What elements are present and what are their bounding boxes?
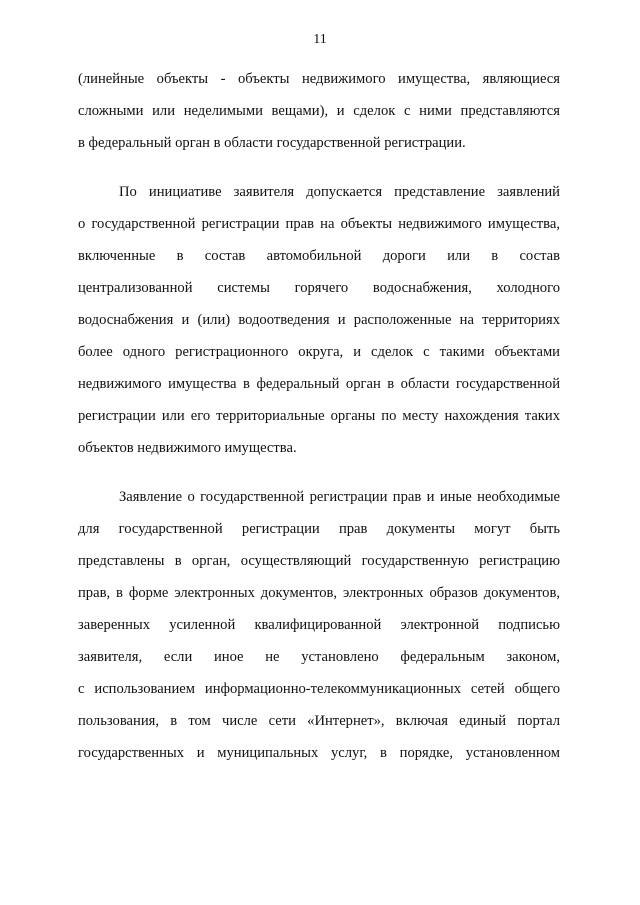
text-line: (линейные объекты - объекты недвижимого имущества, являющиеся — [78, 71, 560, 87]
text-line: для государственной регистрации прав документы могут быть — [78, 521, 560, 537]
text-line: сложными или неделимыми вещами), и сделок с ними представляются — [78, 103, 560, 119]
page-number: 11 — [313, 32, 327, 47]
text-line: более одного регистрационного округа, и сделок с такими объектами — [78, 344, 560, 360]
text-line: централизованной системы горячего водоснабжения, холодного — [78, 280, 560, 296]
paragraph-3 — [78, 481, 560, 769]
text-line: представлены в орган, осуществляющий государственную регистрацию — [78, 553, 560, 569]
text-line: пользования, в том числе сети «Интернет», включая единый портал — [78, 713, 560, 729]
paragraph-2 — [78, 176, 560, 464]
paragraph-1 — [78, 63, 560, 159]
text-line: водоснабжения и (или) водоотведения и расположенные на территориях — [78, 312, 560, 328]
text-line: прав, в форме электронных документов, электронных образов документов, — [78, 585, 560, 601]
text-line: заверенных усиленной квалифицированной электронной подписью — [78, 617, 560, 633]
text-line: недвижимого имущества в федеральный орган в области государственной — [78, 376, 560, 392]
text-line: объектов недвижимого имущества. — [78, 440, 297, 456]
document-body — [78, 63, 560, 769]
text-line: государственных и муниципальных услуг, в порядке, установленном — [78, 745, 560, 761]
text-line: Заявление о государственной регистрации прав и иные необходимые — [119, 489, 560, 505]
text-line: с использованием информационно-телекоммуникационных сетей общего — [78, 681, 560, 697]
paragraph-gap — [78, 464, 560, 481]
text-line: в федеральный орган в области государственной регистрации. — [78, 135, 466, 151]
text-line: включенные в состав автомобильной дороги или в состав — [78, 248, 560, 264]
text-line: По инициативе заявителя допускается представление заявлений — [119, 184, 560, 200]
text-line: о государственной регистрации прав на объекты недвижимого имущества, — [78, 216, 560, 232]
text-line: регистрации или его территориальные органы по месту нахождения таких — [78, 408, 560, 424]
paragraph-gap — [78, 159, 560, 176]
text-line: заявителя, если иное не установлено федеральным законом, — [78, 649, 560, 665]
